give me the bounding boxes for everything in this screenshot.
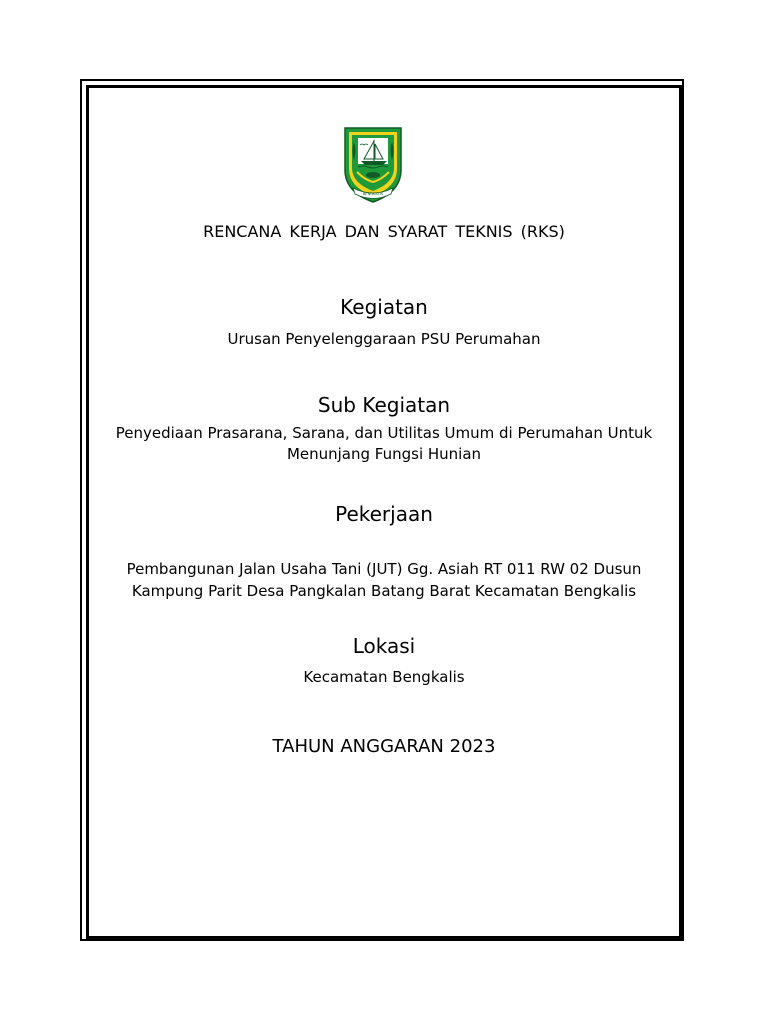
document-title: RENCANA KERJA DAN SYARAT TEKNIS (RKS) bbox=[203, 222, 565, 241]
sub-kegiatan-line-2: Menunjang Fungsi Hunian bbox=[286, 445, 482, 463]
lokasi-value: Kecamatan Bengkalis bbox=[303, 668, 465, 686]
regency-emblem-icon bbox=[343, 126, 403, 204]
pekerjaan-heading: Pekerjaan bbox=[335, 502, 433, 526]
sub-kegiatan-heading: Sub Kegiatan bbox=[317, 393, 451, 417]
pekerjaan-line-2: Kampung Parit Desa Pangkalan Batang Barat Kecamatan Bengkalis bbox=[131, 582, 637, 600]
emblem-ribbon-text: BENGKALIS bbox=[362, 192, 384, 196]
lokasi-heading: Lokasi bbox=[352, 634, 416, 658]
pekerjaan-line-1: Pembangunan Jalan Usaha Tani (JUT) Gg. Asiah RT 011 RW 02 Dusun bbox=[126, 560, 642, 578]
fiscal-year: TAHUN ANGGARAN 2023 bbox=[272, 736, 496, 757]
kegiatan-heading: Kegiatan bbox=[340, 295, 428, 319]
cover-page bbox=[89, 88, 679, 936]
kegiatan-value: Urusan Penyelenggaraan PSU Perumahan bbox=[227, 330, 541, 348]
sub-kegiatan-line-1: Penyediaan Prasarana, Sarana, dan Utilitas Umum di Perumahan Untuk bbox=[115, 424, 653, 442]
